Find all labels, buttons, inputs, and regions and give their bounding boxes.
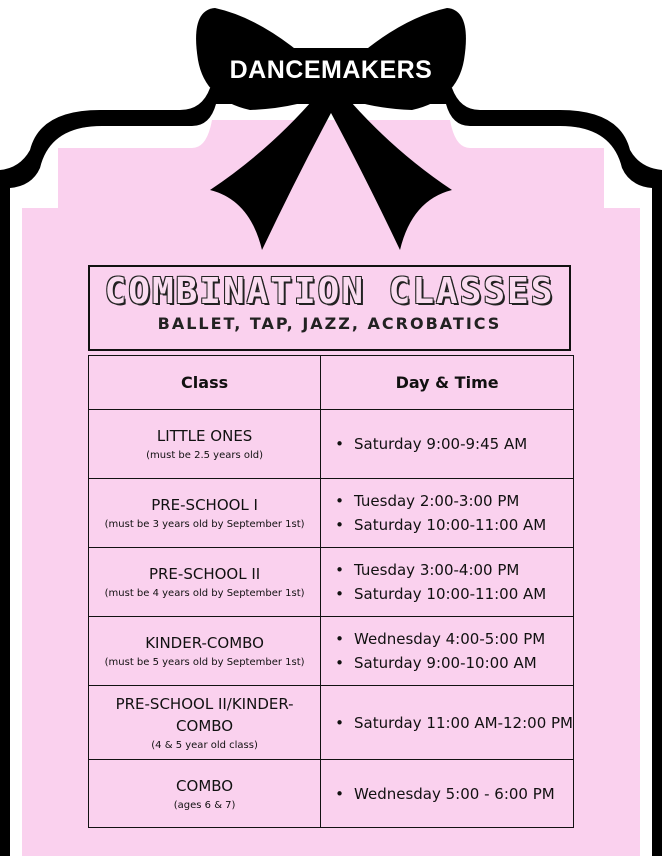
table-row (89, 479, 574, 548)
table-row (89, 548, 574, 617)
time-cell (321, 686, 574, 760)
table-row (89, 617, 574, 686)
time-item: • Saturday 9:00-10:00 AM (335, 651, 573, 675)
brand-name: DANCEMAKERS (229, 56, 433, 84)
schedule-table (88, 355, 574, 828)
time-item: • Saturday 10:00-11:00 AM (335, 582, 573, 606)
time-item: • Saturday 10:00-11:00 AM (335, 513, 573, 537)
time-cell (321, 760, 574, 828)
class-note: (4 & 5 year old class) (151, 739, 258, 751)
class-note: (must be 2.5 years old) (146, 450, 264, 461)
time-item: • Wednesday 5:00 - 6:00 PM (335, 782, 573, 806)
class-name: PRE-SCHOOL II (148, 565, 261, 583)
time-item: • Tuesday 2:00-3:00 PM (335, 489, 573, 513)
class-name-line1: PRE-SCHOOL II/KINDER- (115, 694, 294, 713)
table-header-row (89, 356, 574, 410)
class-name: LITTLE ONES (156, 427, 253, 445)
header-day-time: Day & Time (321, 356, 574, 410)
time-cell (321, 410, 574, 479)
class-note: (ages 6 & 7) (173, 799, 236, 811)
class-cell (89, 617, 321, 686)
class-name: PRE-SCHOOL I (151, 496, 258, 514)
time-item: • Saturday 9:00-9:45 AM (335, 432, 573, 456)
table-row (89, 686, 574, 760)
class-cell (89, 410, 321, 479)
class-cell (89, 686, 321, 760)
page-subtitle: BALLET, TAP, JAZZ, ACROBATICS (157, 314, 502, 333)
time-item: • Tuesday 3:00-4:00 PM (335, 558, 573, 582)
class-note: (must be 4 years old by September 1st) (104, 588, 305, 599)
class-cell (89, 760, 321, 828)
class-note: (must be 5 years old by September 1st) (104, 657, 305, 668)
class-name-line2: COMBO (176, 716, 234, 735)
header-class: Class (89, 356, 321, 410)
time-cell (321, 617, 574, 686)
time-item: • Saturday 11:00 AM-12:00 PM (335, 711, 573, 735)
table-row (89, 760, 574, 828)
class-cell (89, 548, 321, 617)
class-name: COMBO (176, 776, 234, 795)
class-cell (89, 479, 321, 548)
class-name: KINDER-COMBO (145, 634, 264, 652)
class-note: (must be 3 years old by September 1st) (104, 519, 305, 530)
time-cell (321, 548, 574, 617)
page-title: COMBINATION CLASSES (104, 271, 555, 312)
time-cell (321, 479, 574, 548)
table-row (89, 410, 574, 479)
time-item: • Wednesday 4:00-5:00 PM (335, 627, 573, 651)
title-box (88, 265, 571, 351)
